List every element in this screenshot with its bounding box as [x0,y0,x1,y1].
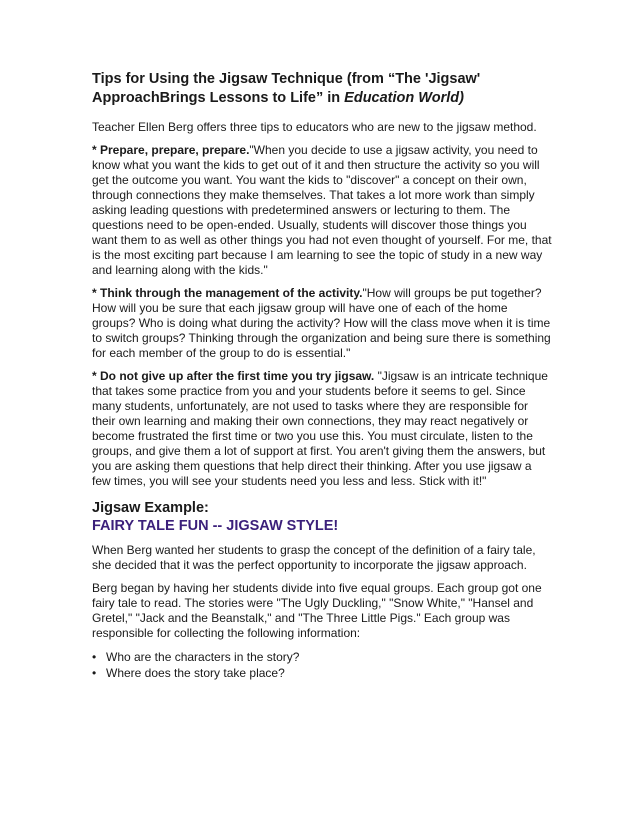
title-main: Tips for Using the Jigsaw Technique (from “The 'Jigsaw' ApproachBrings Lessons to Life” in [92,71,481,106]
example-subheading: FAIRY TALE FUN -- JIGSAW STYLE! [92,518,339,534]
tip-lead: * Think through the management of the activity. [92,286,363,300]
tip-text: "Jigsaw is an intricate technique that takes some practice from you and your students before it seems to gel. Since many students, unfortunately, are not used to tasks where they are responsible for their own learning and making their own connections, they may react negatively or become frustrated the first time or two you use this. You must circulate, listen to the groups, and give them a lot of support at first. You aren't giving them the answers, but you are asking them questions that help direct their thinking. After you use jigsaw a few times, you will see your students need you less and less. Stick with it!" [92,369,548,488]
document-page [92,70,552,681]
bullet-item [92,665,552,681]
tip-text: "How will groups be put together? How will you be sure that each jigsaw group will have one of each of the home groups? Who is doing what during the activity? How will the class move when it is time to switch groups? Thinking through the organization and being sure there is something for each member of the group to do is essential." [92,286,551,360]
info-bullet-list [92,649,552,681]
tip-lead: * Do not give up after the first time you try jigsaw. [92,369,375,383]
tip-paragraph-management [92,286,552,361]
bullet-glyph: • [92,650,97,664]
bullet-text: Who are the characters in the story? [106,650,300,664]
example-paragraph: Berg began by having her students divide into five equal groups. Each group got one fairy tale to read. The stories were "The Ugly Duckling," "Snow White," "Hansel and Gretel," "Jack and the Beanstalk," and "The Three Little Pigs." Each group was responsible for collecting the following information: [92,581,542,640]
tip-lead: * Prepare, prepare, prepare. [92,143,250,157]
tip-paragraph-persist [92,369,552,489]
tip-text: "When you decide to use a jigsaw activity, you need to know what you want the kids to get out of it and then structure the activity so you will get the outcome you want. You want the kids to "discover" a concept on their own, through connections they make themselves. That takes a lot more work than simply asking leading questions with predetermined answers or lecturing to them. The questions need to be open-ended. Usually, students will discover those things you want them to as well as other things you had not even thought of yourself. For me, that is the most exciting part because I am learning to see the topic of study in a new way and learning along with the kids." [92,143,552,277]
intro-paragraph: Teacher Ellen Berg offers three tips to educators who are new to the jigsaw method. [92,120,537,134]
example-paragraph: When Berg wanted her students to grasp the concept of the definition of a fairy tale, she decided that it was the perfect opportunity to incorporate the jigsaw approach. [92,543,536,572]
tip-paragraph-prepare [92,143,552,278]
document-title [92,70,552,108]
example-heading: Jigsaw Example: [92,500,209,516]
bullet-text: Where does the story take place? [106,666,285,680]
bullet-glyph: • [92,666,97,680]
bullet-item [92,649,552,665]
title-source: Education World) [344,90,464,106]
